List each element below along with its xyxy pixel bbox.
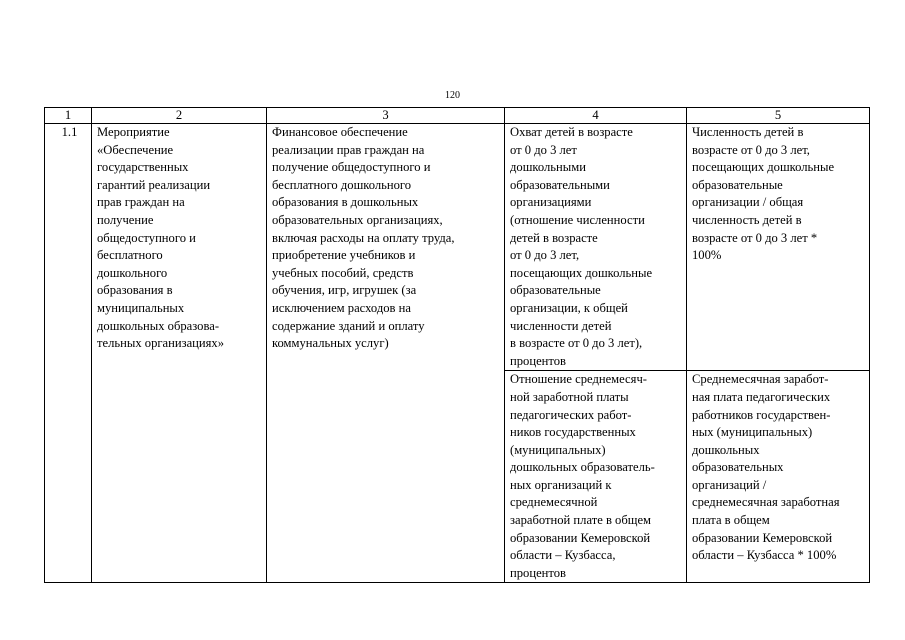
event-name-cell: Мероприятие «Обеспечение государственных гарантий реализации прав граждан на получение общедоступного и бесплатного дошкольного образования в муниципальных дошкольных образова- тельных организациях» bbox=[92, 124, 267, 583]
row-number: 1.1 bbox=[45, 124, 92, 583]
header-row bbox=[45, 108, 870, 124]
document-table bbox=[44, 107, 870, 583]
indicator-name-cell: Отношение среднемесяч- ной заработной платы педагогических работ- ников государственных (муниципальных) дошкольных образователь- ных организаций к среднемесячной заработной плате в общем образовании Кемеровской области – Кузбасса, процентов bbox=[505, 371, 687, 583]
indicator-formula-cell: Численность детей в возрасте от 0 до 3 лет, посещающих дошкольные образовательные организации / общая численность детей в возрасте от 0 до 3 лет * 100% bbox=[687, 124, 870, 371]
page-number: 120 bbox=[445, 90, 460, 101]
indicator-name-cell: Охват детей в возрасте от 0 до 3 лет дошкольными образовательными организациями (отношение численности детей в возрасте от 0 до 3 лет, посещающих дошкольные образовательные организации, к общей численности детей в возрасте от 0 до 3 лет), процентов bbox=[505, 124, 687, 371]
column-header-2: 2 bbox=[92, 108, 267, 124]
table-row bbox=[45, 124, 870, 371]
column-header-4: 4 bbox=[505, 108, 687, 124]
column-header-1: 1 bbox=[45, 108, 92, 124]
event-description-cell: Финансовое обеспечение реализации прав граждан на получение общедоступного и бесплатного дошкольного образования в дошкольных образовательных организациях, включая расходы на оплату труда, приобретение учебников и учебных пособий, средств обучения, игр, игрушек (за исключением расходов на содержание зданий и оплату коммунальных услуг) bbox=[267, 124, 505, 583]
indicator-formula-cell: Среднемесячная заработ- ная плата педагогических работников государствен- ных (муниципальных) дошкольных образовательных организаций / среднемесячная заработная плата в общем образовании Кемеровской области – Кузбасса * 100% bbox=[687, 371, 870, 583]
column-header-5: 5 bbox=[687, 108, 870, 124]
column-header-3: 3 bbox=[267, 108, 505, 124]
